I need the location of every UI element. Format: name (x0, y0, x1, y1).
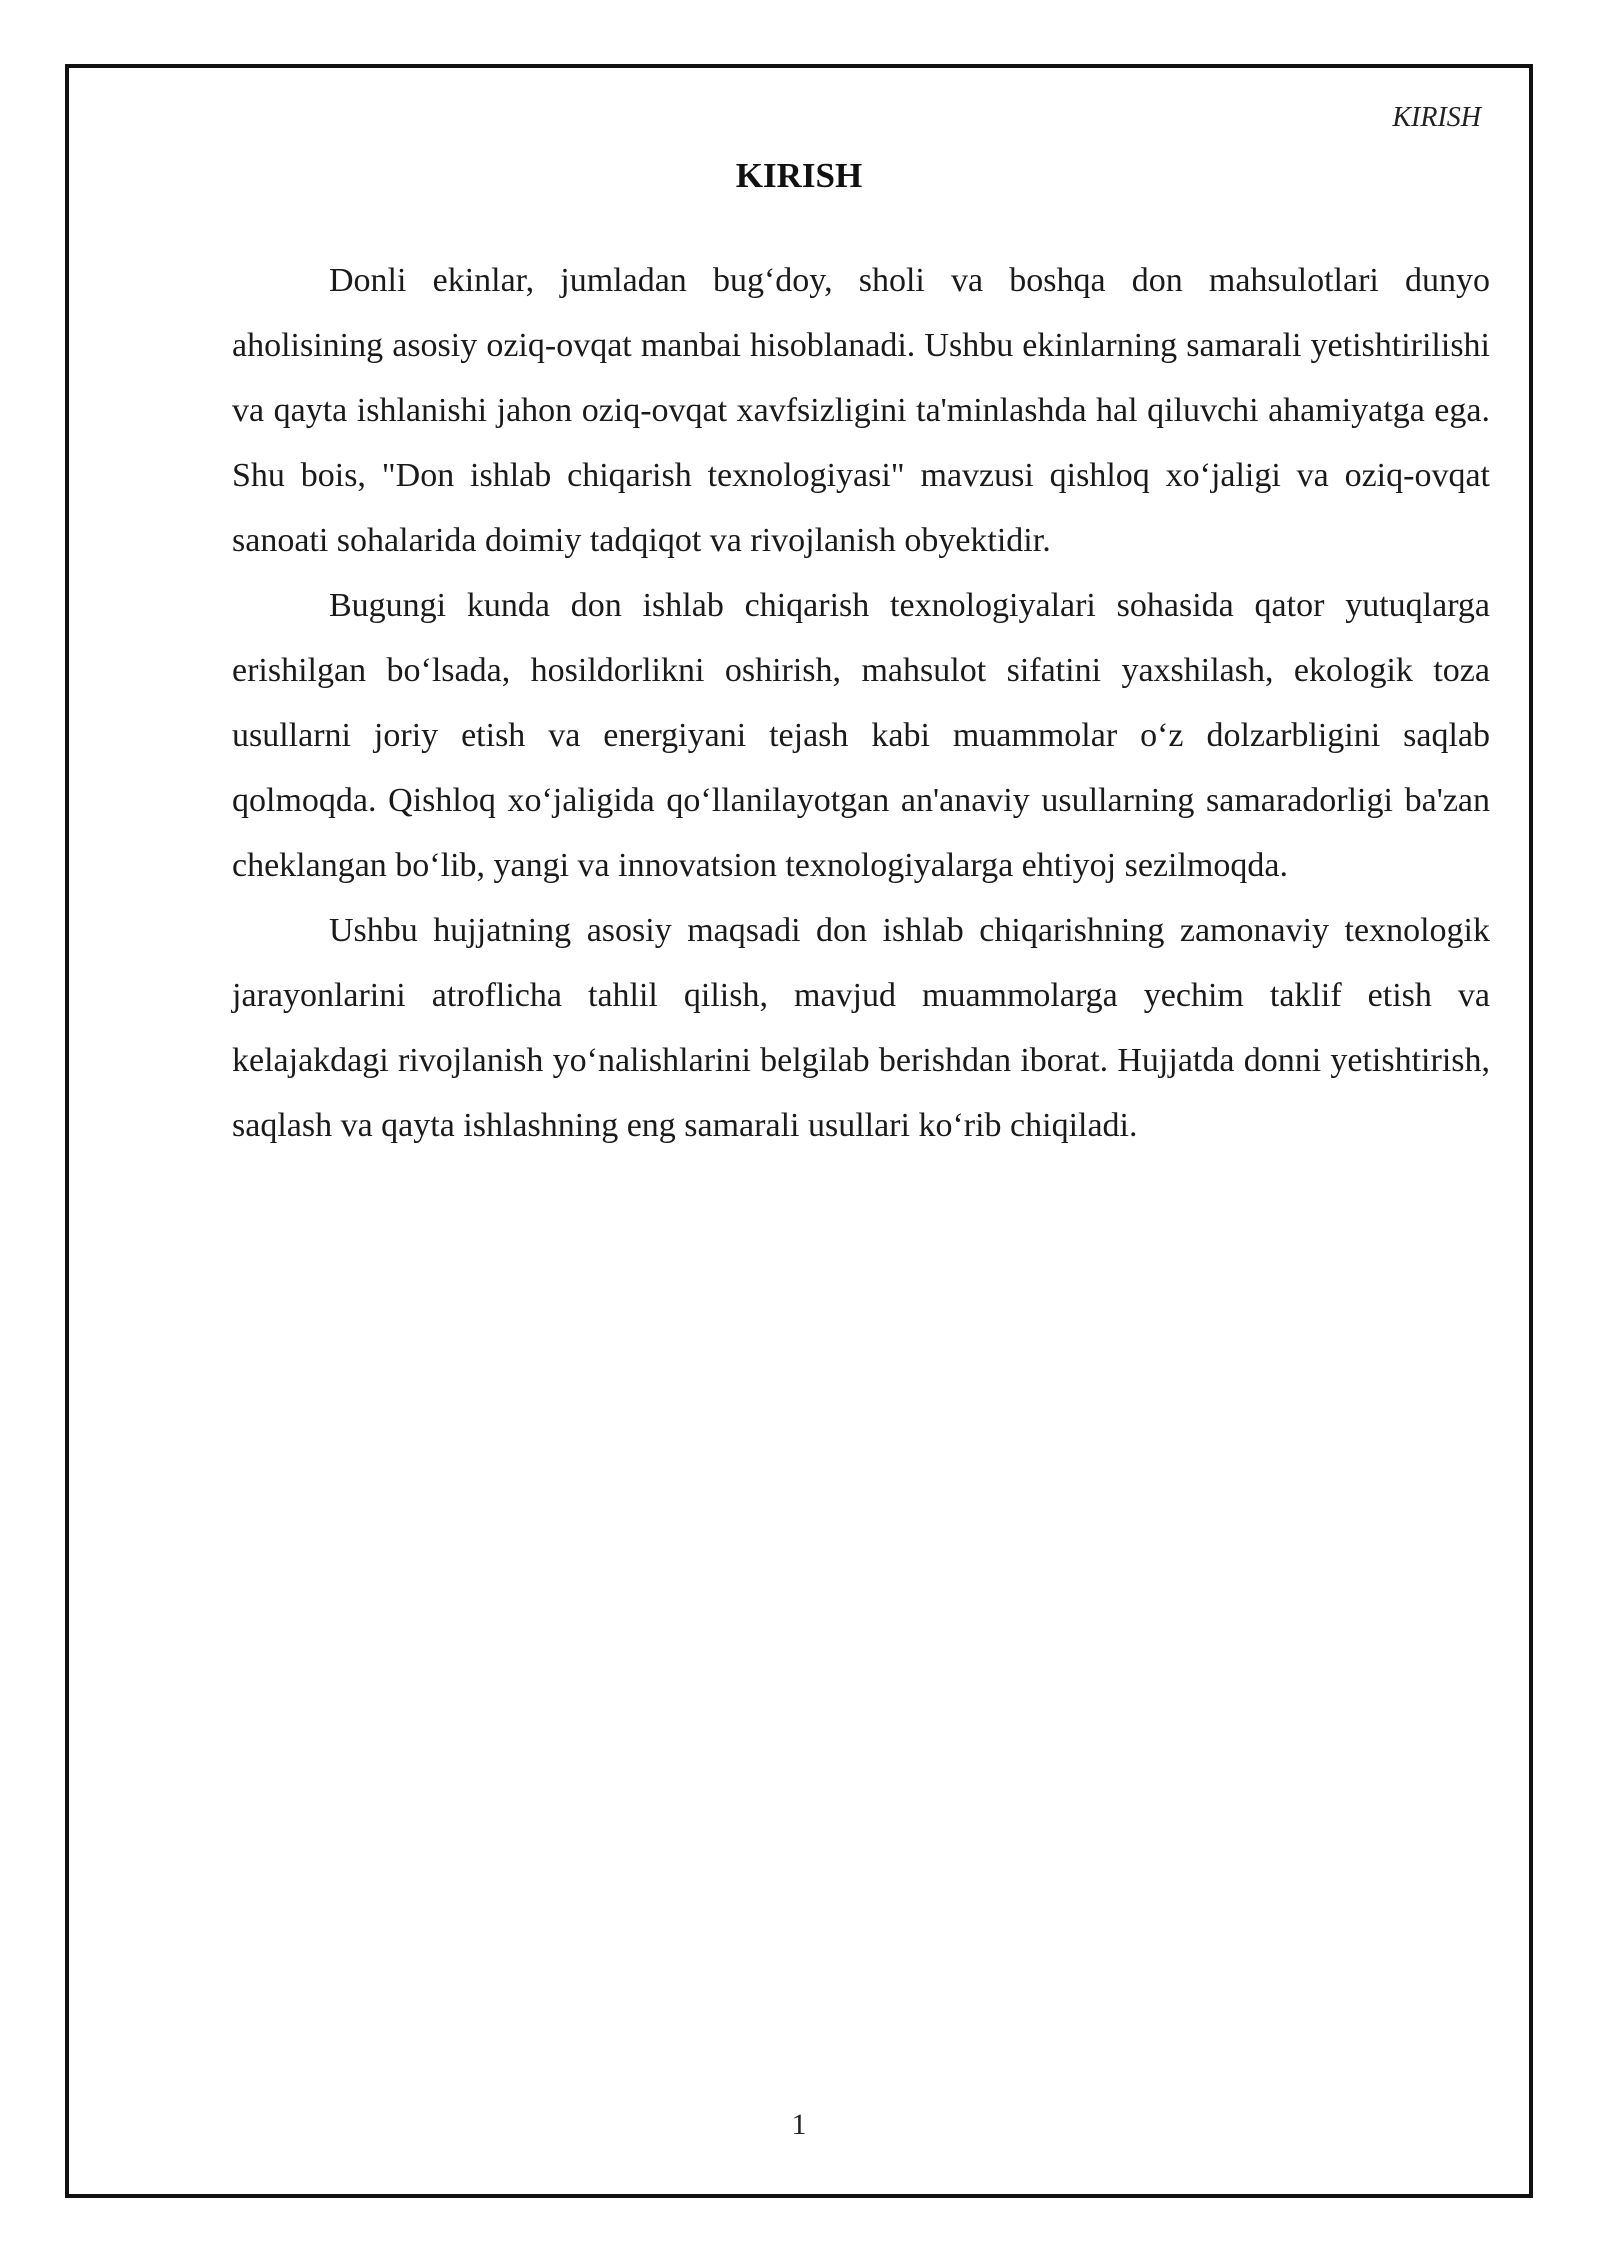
page-border (65, 64, 1533, 2198)
paragraph-2: Bugungi kunda don ishlab chiqarish texnologiyalari sohasida qator yutuqlarga erishilgan bo‘lsada, hosildorlikni oshirish, mahsulot sifatini yaxshilash, ekologik toza usullarni joriy etish va energiyani tejash kabi muammolar o‘z dolzarbligini saqlab qolmoqda. Qishloq xo‘jaligida qo‘llanilayotgan an'anaviy usullarning samaradorligi ba'zan cheklangan bo‘lib, yangi va innovatsion texnologiyalarga ehtiyoj sezilmoqda. (232, 587, 1490, 884)
page-number: 1 (791, 2108, 807, 2141)
body-text (232, 248, 1490, 1158)
running-header: KIRISH (1392, 102, 1481, 133)
page-title: KIRISH (735, 156, 863, 195)
paragraph-1: Donli ekinlar, jumladan bug‘doy, sholi va boshqa don mahsulotlari dunyo aholisining asosiy oziq-ovqat manbai hisoblanadi. Ushbu ekinlarning samarali yetishtirilishi va qayta ishlanishi jahon oziq-ovqat xavfsizligini ta'minlashda hal qiluvchi ahamiyatga ega. Shu bois, "Don ishlab chiqarish texnologiyasi" mavzusi qishloq xo‘jaligi va oziq-ovqat sanoati sohalarida doimiy tadqiqot va rivojlanish obyektidir. (232, 262, 1490, 559)
paragraph-3: Ushbu hujjatning asosiy maqsadi don ishlab chiqarishning zamonaviy texnologik jarayonlarini atroflicha tahlil qilish, mavjud muammolarga yechim taklif etish va kelajakdagi rivojlanish yo‘nalishlarini belgilab berishdan iborat. Hujjatda donni yetishtirish, saqlash va qayta ishlashning eng samarali usullari ko‘rib chiqiladi. (232, 912, 1490, 1144)
